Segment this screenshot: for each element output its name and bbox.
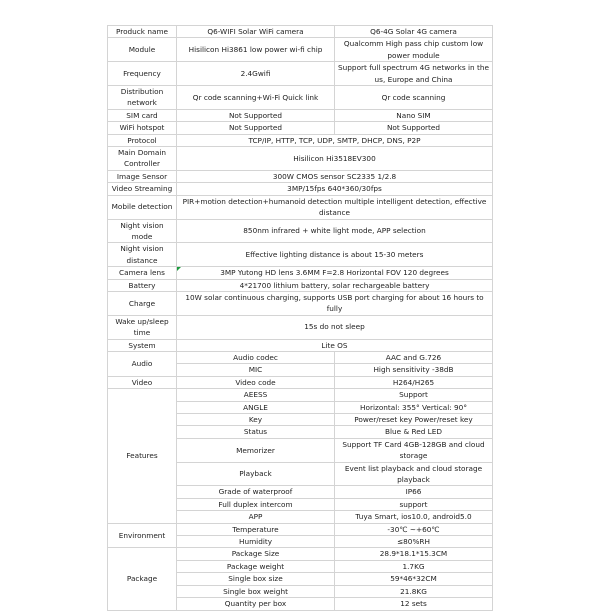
row-value-4g: Support full spectrum 4G networks in the us, Europe and China — [335, 62, 493, 86]
item-value: Power/reset key Power/reset key — [335, 414, 493, 426]
row-value-text: 3MP Yutong HD lens 3.6MM F=2.8 Horizontal FOV 120 degrees — [220, 268, 449, 278]
row-label: Camera lens — [108, 267, 177, 279]
group-label-environment: Environment — [108, 523, 177, 548]
table-row — [108, 315, 493, 339]
item-value: 28.9*18.1*15.3CM — [335, 548, 493, 560]
row-label: Battery — [108, 279, 177, 291]
row-label: Module — [108, 38, 177, 62]
row-value-shared: 3MP/15fps 640*360/30fps — [177, 183, 493, 195]
row-label: SIM card — [108, 109, 177, 121]
row-value-shared: TCP/IP, HTTP, TCP, UDP, SMTP, DHCP, DNS, P2P — [177, 134, 493, 146]
row-label: Image Sensor — [108, 170, 177, 182]
table-row — [108, 548, 493, 560]
table-row — [108, 389, 493, 401]
row-value-shared: Effective lighting distance is about 15-30 meters — [177, 243, 493, 267]
item-value: support — [335, 498, 493, 510]
header-label-cell: Produck name — [108, 26, 177, 38]
table-row — [108, 267, 493, 279]
item-name: Humidity — [177, 536, 335, 548]
row-label: Mobile detection — [108, 195, 177, 219]
spec-comparison-table — [107, 25, 493, 611]
table-row — [108, 183, 493, 195]
item-value: IP66 — [335, 486, 493, 498]
row-value-shared: 850nm infrared + white light mode, APP selection — [177, 219, 493, 243]
row-label: Main Domain Controller — [108, 147, 177, 171]
row-value-4g: Qualcomm High pass chip custom low power module — [335, 38, 493, 62]
row-label: Frequency — [108, 62, 177, 86]
table-row — [108, 170, 493, 182]
item-name: Playback — [177, 462, 335, 486]
group-label-audio: Audio — [108, 351, 177, 376]
row-value-shared — [177, 267, 493, 279]
row-label: WiFi hotspot — [108, 122, 177, 134]
item-name: Single box weight — [177, 585, 335, 597]
table-row — [108, 351, 493, 363]
item-value: Horizontal: 355° Vertical: 90° — [335, 401, 493, 413]
item-value: AAC and G.726 — [335, 351, 493, 363]
group-label-video: Video — [108, 376, 177, 388]
row-value-shared: 4*21700 lithium battery, solar rechargeable battery — [177, 279, 493, 291]
table-row — [108, 62, 493, 86]
item-name: Key — [177, 414, 335, 426]
item-name: Single box size — [177, 573, 335, 585]
row-label: Wake up/sleep time — [108, 315, 177, 339]
table-row — [108, 376, 493, 388]
header-4g-model-cell: Q6-4G Solar 4G camera — [335, 26, 493, 38]
item-name: ANGLE — [177, 401, 335, 413]
row-value-4g: Not Supported — [335, 122, 493, 134]
item-value: -30℃ ~+60℃ — [335, 523, 493, 535]
item-value: Tuya Smart, ios10.0, android5.0 — [335, 511, 493, 523]
row-value-4g: Nano SIM — [335, 109, 493, 121]
item-name: Memorizer — [177, 438, 335, 462]
table-row — [108, 523, 493, 535]
row-value-shared: Lite OS — [177, 339, 493, 351]
row-value-shared: Hisilicon Hi3518EV300 — [177, 147, 493, 171]
item-value: 1.7KG — [335, 560, 493, 572]
group-label-package: Package — [108, 548, 177, 610]
table-row — [108, 195, 493, 219]
row-label: Protocol — [108, 134, 177, 146]
table-row — [108, 291, 493, 315]
comment-marker-icon — [177, 267, 181, 271]
item-value: Support TF Card 4GB-128GB and cloud storage — [335, 438, 493, 462]
item-name: APP — [177, 511, 335, 523]
row-value-wifi: Hisilicon Hi3861 low power wi-fi chip — [177, 38, 335, 62]
item-name: Video code — [177, 376, 335, 388]
item-name: Package Size — [177, 548, 335, 560]
table-row — [108, 86, 493, 110]
row-label: Distribution network — [108, 86, 177, 110]
item-value: 59*46*32CM — [335, 573, 493, 585]
table-row — [108, 339, 493, 351]
item-name: Status — [177, 426, 335, 438]
table-row — [108, 279, 493, 291]
row-label: Video Streaming — [108, 183, 177, 195]
item-name: Audio codec — [177, 351, 335, 363]
row-label: Charge — [108, 291, 177, 315]
row-value-wifi: Not Supported — [177, 109, 335, 121]
row-label: Night vision mode — [108, 219, 177, 243]
item-value: 21.8KG — [335, 585, 493, 597]
item-value: Event list playback and cloud storage playback — [335, 462, 493, 486]
table-row — [108, 147, 493, 171]
row-label: Night vision distance — [108, 243, 177, 267]
row-value-4g: Qr code scanning — [335, 86, 493, 110]
table-header-row — [108, 26, 493, 38]
row-value-shared: PIR+motion detection+humanoid detection multiple intelligent detection, effective distance — [177, 195, 493, 219]
row-value-wifi: 2.4Gwifi — [177, 62, 335, 86]
item-name: Full duplex intercom — [177, 498, 335, 510]
item-value: ≤80%RH — [335, 536, 493, 548]
item-name: AEESS — [177, 389, 335, 401]
row-value-shared: 15s do not sleep — [177, 315, 493, 339]
item-value: 12 sets — [335, 598, 493, 610]
item-value: H264/H265 — [335, 376, 493, 388]
row-value-wifi: Not Supported — [177, 122, 335, 134]
row-value-shared: 10W solar continuous charging, supports USB port charging for about 16 hours to fully — [177, 291, 493, 315]
item-name: Grade of waterproof — [177, 486, 335, 498]
item-value: High sensitivity -38dB — [335, 364, 493, 376]
item-name: Temperature — [177, 523, 335, 535]
row-label: System — [108, 339, 177, 351]
item-name: Package weight — [177, 560, 335, 572]
item-value: Blue & Red LED — [335, 426, 493, 438]
header-wifi-model-cell: Q6-WIFI Solar WiFi camera — [177, 26, 335, 38]
group-label-features: Features — [108, 389, 177, 523]
item-name: Quantity per box — [177, 598, 335, 610]
table-row — [108, 134, 493, 146]
table-row — [108, 219, 493, 243]
row-value-wifi: Qr code scanning+Wi-Fi Quick link — [177, 86, 335, 110]
table-row — [108, 109, 493, 121]
table-row — [108, 122, 493, 134]
table-row — [108, 243, 493, 267]
table-row — [108, 38, 493, 62]
row-value-shared: 300W CMOS sensor SC2335 1/2.8 — [177, 170, 493, 182]
item-name: MIC — [177, 364, 335, 376]
item-value: Support — [335, 389, 493, 401]
